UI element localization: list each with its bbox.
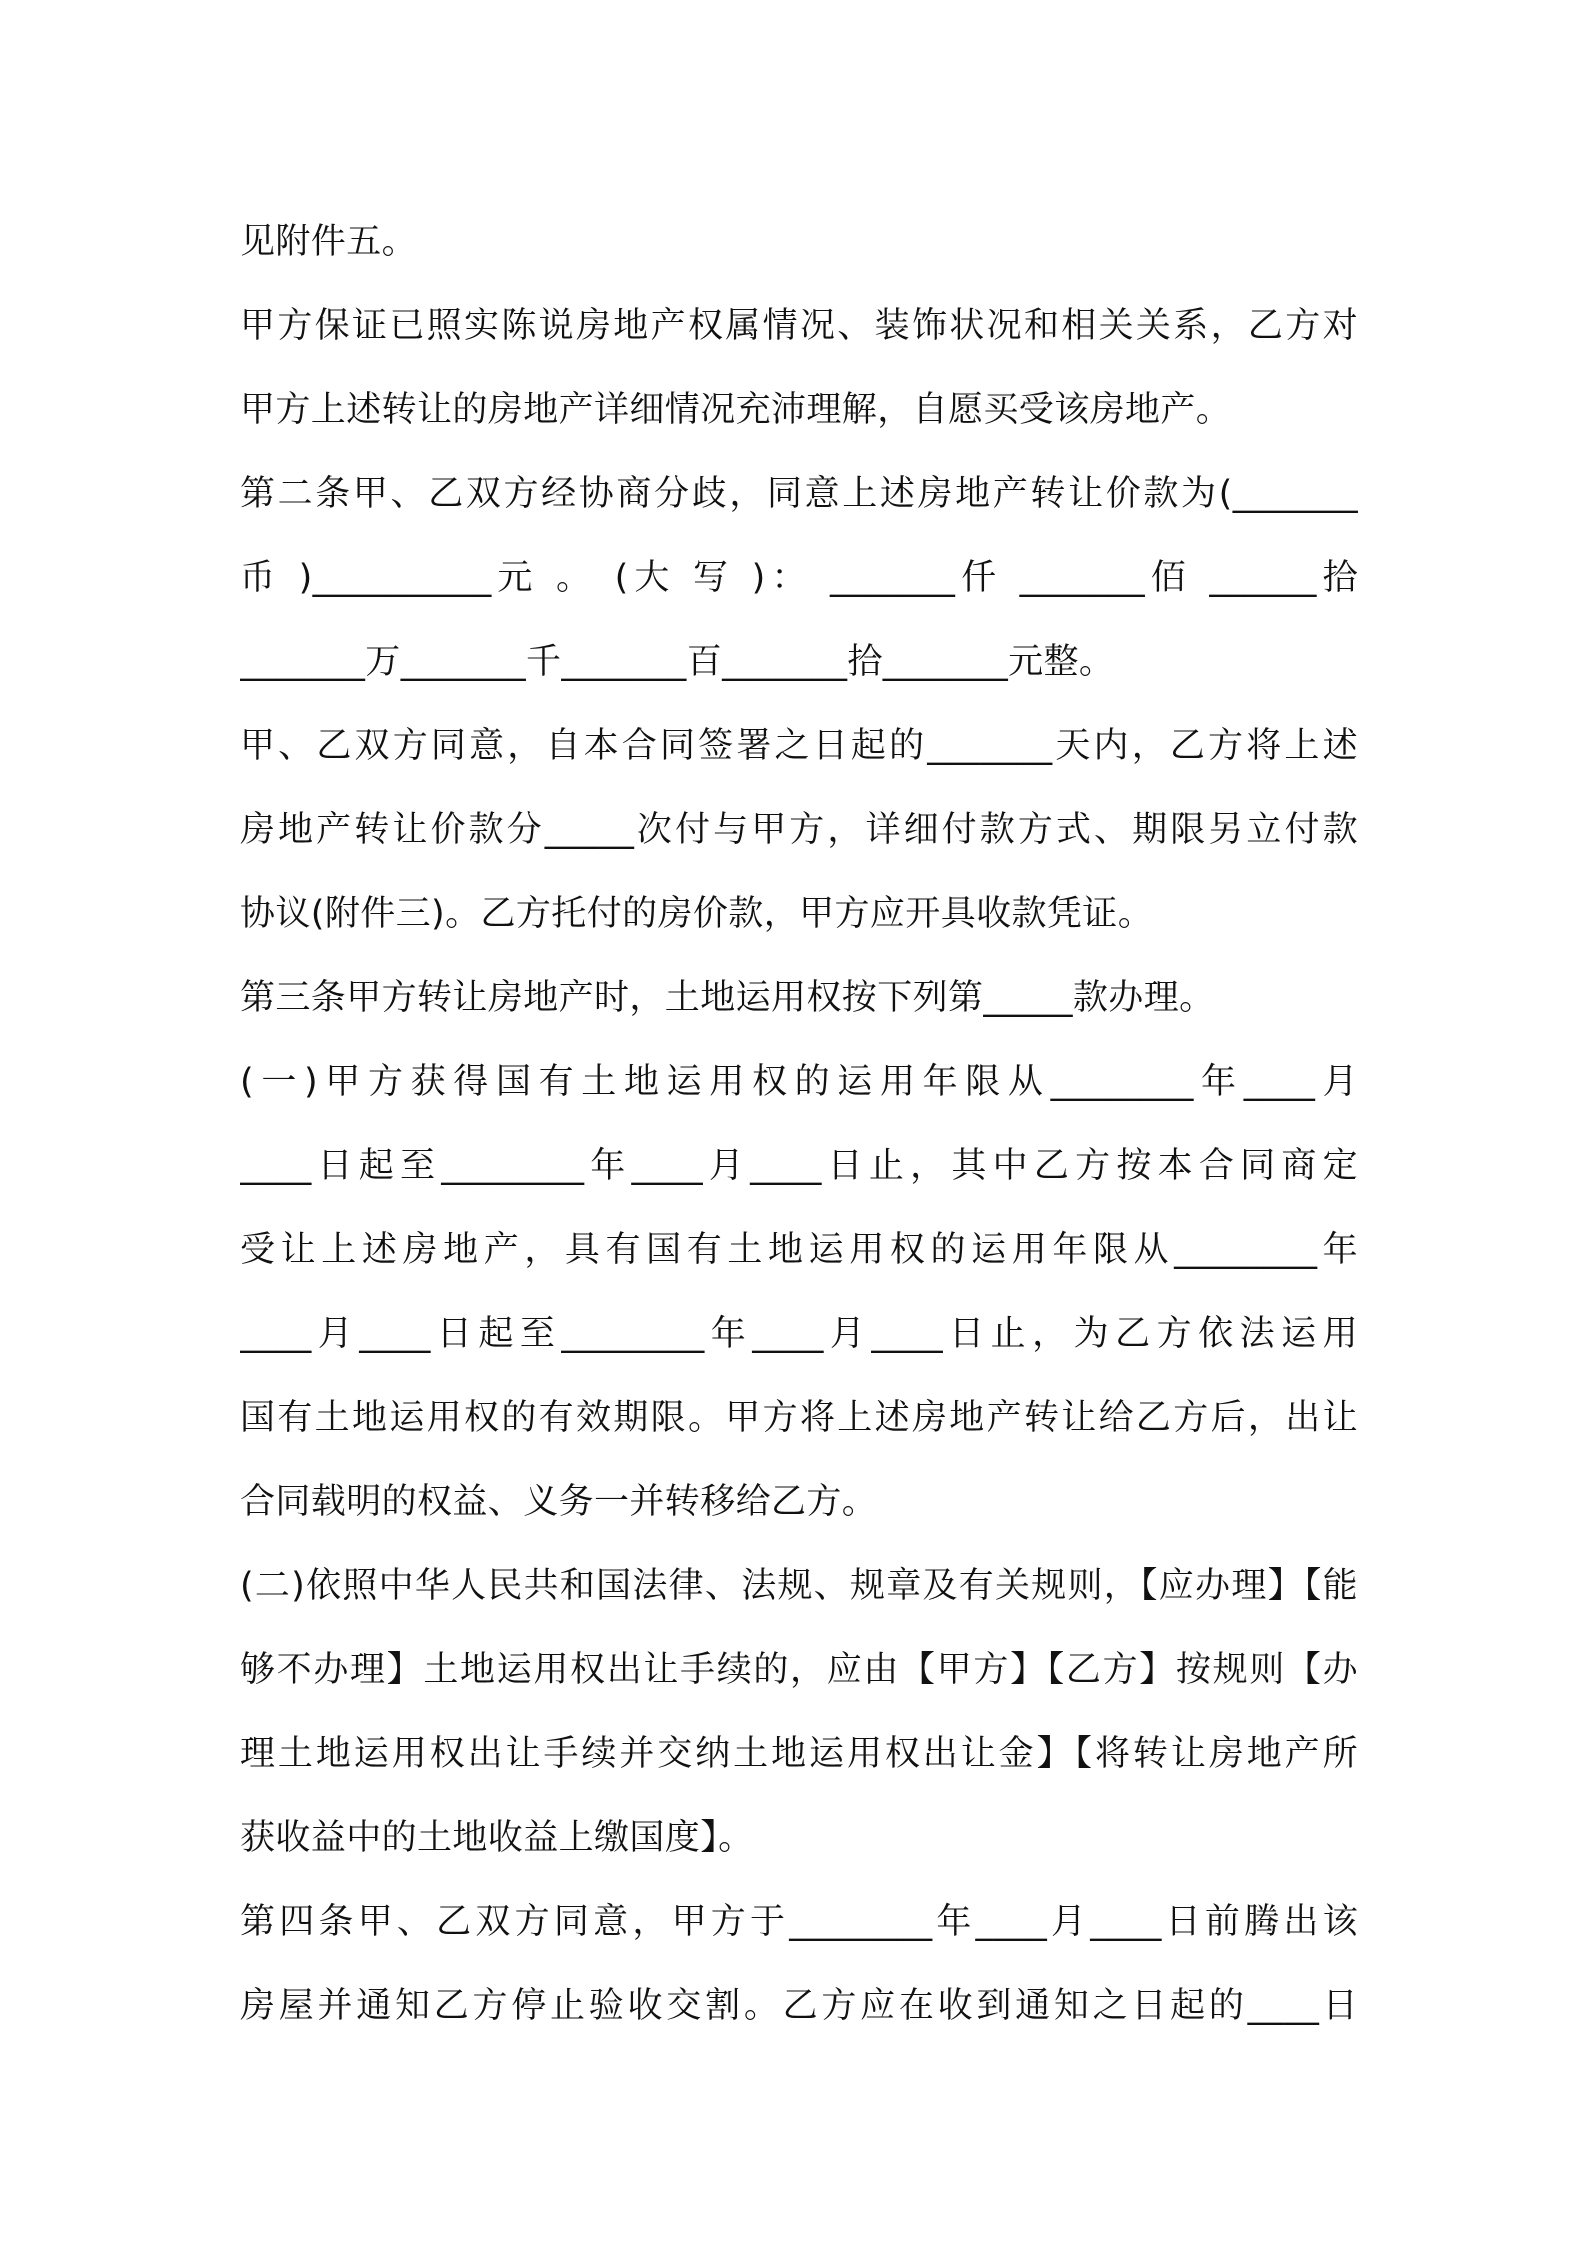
text-line: (一)甲方获得国有土地运用权的运用年限从________年____月	[240, 1062, 1358, 1102]
text-line: 甲方上述转让的房地产详细情况充沛理解，自愿买受该房地产。	[240, 390, 1232, 430]
text-line: _______万_______千_______百_______拾_______元整。	[240, 642, 1115, 682]
text-line: 甲、乙双方同意，自本合同签署之日起的_______天内，乙方将上述	[240, 726, 1358, 766]
text-line: 见附件五。	[240, 222, 418, 262]
text-line: ____日起至________年____月____日止，其中乙方按本合同商定	[240, 1146, 1358, 1186]
text-line: 够不办理】土地运用权出让手续的，应由【甲方】【乙方】按规则【办	[240, 1650, 1358, 1690]
text-line: 协议(附件三)。乙方托付的房价款，甲方应开具收款凭证。	[240, 894, 1154, 934]
text-line: 国有土地运用权的有效期限。甲方将上述房地产转让给乙方后，出让	[240, 1398, 1358, 1438]
text-line: ____月____日起至________年____月____日止，为乙方依法运用	[240, 1314, 1358, 1354]
text-line: (二)依照中华人民共和国法律、法规、规章及有关规则，【应办理】【能	[240, 1566, 1358, 1606]
text-line: 理土地运用权出让手续并交纳土地运用权出让金】【将转让房地产所	[240, 1734, 1358, 1774]
text-line: 房地产转让价款分_____次付与甲方，详细付款方式、期限另立付款	[240, 810, 1358, 850]
text-line: 第四条甲、乙双方同意，甲方于________年____月____日前腾出该	[240, 1902, 1358, 1942]
text-line: 第三条甲方转让房地产时，土地运用权按下列第_____款办理。	[240, 978, 1215, 1018]
document-body	[240, 200, 1358, 2048]
text-line: 第二条甲、乙双方经协商分歧，同意上述房地产转让价款为(_______	[240, 474, 1358, 514]
text-line: 合同载明的权益、义务一并转移给乙方。	[240, 1482, 878, 1522]
text-line: 获收益中的土地收益上缴国度】。	[240, 1818, 754, 1858]
text-line: 币 )__________元 。 (大 写 )： _______仟 _______佰 ______拾	[240, 558, 1358, 598]
text-line: 甲方保证已照实陈说房地产权属情况、装饰状况和相关关系，乙方对	[240, 306, 1358, 346]
text-line: 房屋并通知乙方停止验收交割。乙方应在收到通知之日起的____日	[240, 1986, 1358, 2026]
text-line: 受让上述房地产，具有国有土地运用权的运用年限从________年	[240, 1230, 1358, 1270]
